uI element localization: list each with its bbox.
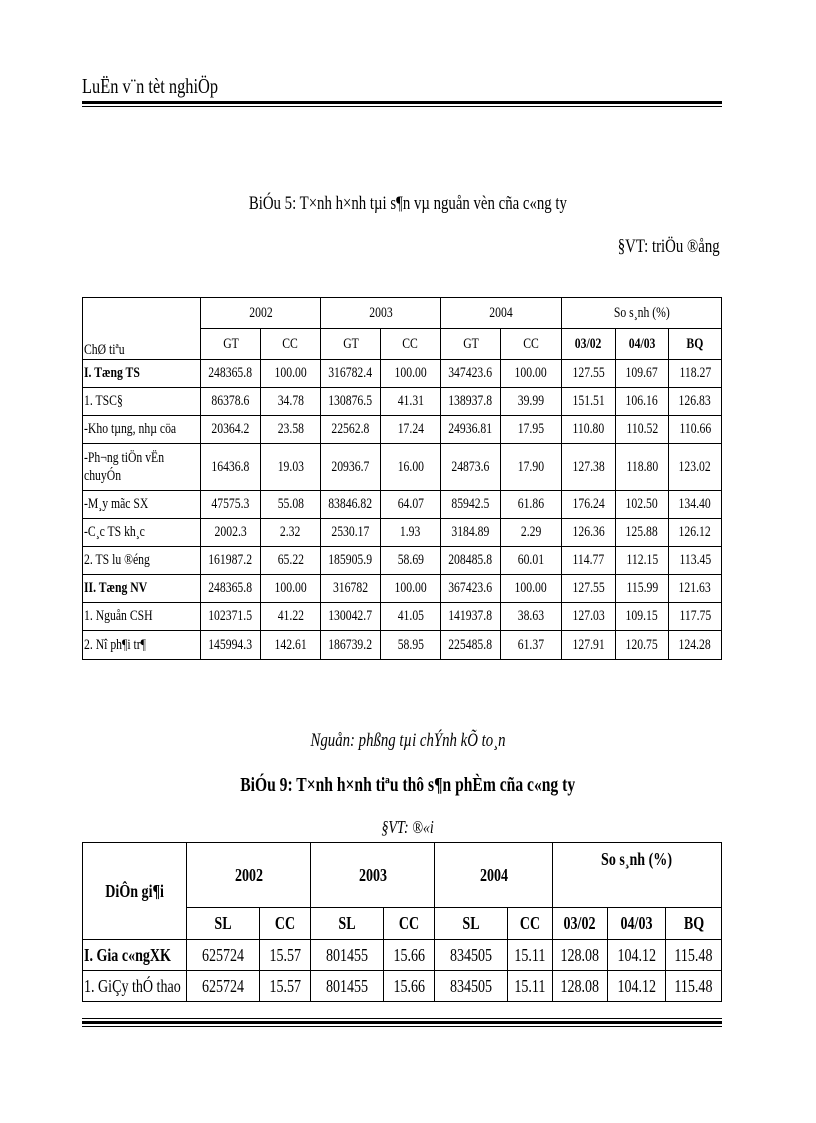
value-cell: 86378.6: [201, 388, 261, 416]
value-cell: 130876.5: [321, 388, 381, 416]
value-cell: 100.00: [501, 575, 562, 603]
table2-subheader-cell: CC: [260, 908, 311, 940]
table-row: [83, 547, 722, 575]
table2-year-2002: 2002: [187, 843, 311, 908]
value-cell: 151.51: [562, 388, 616, 416]
value-cell: 17.24: [381, 416, 441, 444]
value-cell: 138937.8: [441, 388, 501, 416]
value-cell: 100.00: [261, 360, 321, 388]
table1-subheader-cell: CC: [261, 329, 321, 360]
row-label: 1. GiÇy thÓ thao: [84, 975, 181, 996]
row-label-cell: [83, 360, 201, 388]
value-cell: 58.69: [381, 547, 441, 575]
value-cell: 61.86: [501, 491, 562, 519]
assets-capital-table: [82, 297, 722, 660]
row-label-cell: [83, 631, 201, 660]
row-label-cell: [83, 971, 187, 1002]
table2-subheader-cell: SL: [435, 908, 508, 940]
value-cell: 15.66: [384, 971, 435, 1002]
table2-title: BiÓu 9: T×nh h×nh tiªu thô s¶n phÈm cña c«ng ty: [240, 774, 576, 796]
value-cell: 104.12: [608, 940, 666, 971]
value-cell: 15.66: [384, 940, 435, 971]
value-cell: 121.63: [669, 575, 722, 603]
row-label: 2. Nî ph¶i tr¶: [84, 636, 146, 653]
value-cell: 134.40: [669, 491, 722, 519]
value-cell: 316782.4: [321, 360, 381, 388]
value-cell: 127.91: [562, 631, 616, 660]
row-label: 1. Nguån CSH: [84, 608, 153, 624]
row-label: 1. TSC§: [84, 393, 123, 409]
value-cell: 20364.2: [201, 416, 261, 444]
row-label: -Ph¬ng tiÖn vËn chuyÓn: [84, 450, 165, 484]
value-cell: 61.37: [501, 631, 562, 660]
table-row: [83, 575, 722, 603]
value-cell: 60.01: [501, 547, 562, 575]
value-cell: 34.78: [261, 388, 321, 416]
footer-rule-thin-bottom: [82, 1026, 722, 1027]
value-cell: 109.15: [616, 603, 669, 631]
value-cell: 801455: [311, 940, 384, 971]
value-cell: 118.27: [669, 360, 722, 388]
row-label: I. Gia c«ngXK: [84, 944, 171, 965]
table2-subheader-cell: CC: [508, 908, 553, 940]
row-label: I. Tæng TS: [84, 365, 140, 381]
value-cell: 102371.5: [201, 603, 261, 631]
table1-subheader-cell: CC: [501, 329, 562, 360]
value-cell: 801455: [311, 971, 384, 1002]
value-cell: 109.67: [616, 360, 669, 388]
row-label-cell: [83, 491, 201, 519]
value-cell: 17.95: [501, 416, 562, 444]
source-note: Nguån: phßng tµi chÝnh kÕ to¸n: [310, 730, 506, 751]
table1-subheader-cell: GT: [441, 329, 501, 360]
table-row: [83, 444, 722, 491]
table2-year-2004: 2004: [435, 843, 553, 908]
table1-row-header-label: ChØ tiªu: [84, 342, 125, 358]
value-cell: 367423.6: [441, 575, 501, 603]
value-cell: 126.12: [669, 519, 722, 547]
value-cell: 2.32: [261, 519, 321, 547]
value-cell: 15.11: [508, 971, 553, 1002]
value-cell: 47575.3: [201, 491, 261, 519]
value-cell: 124.28: [669, 631, 722, 660]
table-row: [83, 971, 722, 1002]
value-cell: 65.22: [261, 547, 321, 575]
value-cell: 123.02: [669, 444, 722, 491]
value-cell: 127.03: [562, 603, 616, 631]
table-row: [83, 491, 722, 519]
value-cell: 110.80: [562, 416, 616, 444]
value-cell: 41.22: [261, 603, 321, 631]
value-cell: 176.24: [562, 491, 616, 519]
value-cell: 316782: [321, 575, 381, 603]
value-cell: 17.90: [501, 444, 562, 491]
table1-year-2003: 2003: [321, 298, 441, 329]
value-cell: 117.75: [669, 603, 722, 631]
table1-year-2002: 2002: [201, 298, 321, 329]
row-label-cell: [83, 388, 201, 416]
value-cell: 127.55: [562, 360, 616, 388]
row-label-cell: [83, 416, 201, 444]
value-cell: 834505: [435, 940, 508, 971]
value-cell: 106.16: [616, 388, 669, 416]
value-cell: 110.52: [616, 416, 669, 444]
table2-compare-header: So s¸nh (%): [553, 843, 722, 908]
table2-header-row-years: [83, 843, 722, 908]
value-cell: 102.50: [616, 491, 669, 519]
sales-table: [82, 842, 722, 1002]
value-cell: 112.15: [616, 547, 669, 575]
table1-title: BiÓu 5: T×nh h×nh tµi s¶n vµ nguån vèn cña c«ng ty: [248, 193, 568, 214]
table-row: [83, 388, 722, 416]
table1-unit-note: §VT: triÖu ®ång: [618, 236, 720, 257]
value-cell: 100.00: [261, 575, 321, 603]
table2-row-header-cell: [83, 843, 187, 940]
value-cell: 22562.8: [321, 416, 381, 444]
value-cell: 2530.17: [321, 519, 381, 547]
table-row: [83, 603, 722, 631]
table1-subheader-cell: CC: [381, 329, 441, 360]
row-label: -M¸y mãc SX: [84, 496, 149, 512]
value-cell: 128.08: [553, 940, 608, 971]
value-cell: 2002.3: [201, 519, 261, 547]
value-cell: 104.12: [608, 971, 666, 1002]
value-cell: 126.83: [669, 388, 722, 416]
value-cell: 20936.7: [321, 444, 381, 491]
value-cell: 3184.89: [441, 519, 501, 547]
value-cell: 125.88: [616, 519, 669, 547]
value-cell: 55.08: [261, 491, 321, 519]
value-cell: 126.36: [562, 519, 616, 547]
table-row: [83, 631, 722, 660]
table1-subheader-cell: BQ: [669, 329, 722, 360]
row-label-cell: [83, 444, 201, 491]
table2-year-2003: 2003: [311, 843, 435, 908]
table-row: [83, 940, 722, 971]
row-label-cell: [83, 940, 187, 971]
value-cell: 100.00: [381, 575, 441, 603]
value-cell: 15.57: [260, 971, 311, 1002]
document-header-title: LuËn v¨n tèt nghiÖp: [82, 74, 219, 98]
table1-subheader-cell: 04/03: [616, 329, 669, 360]
table1-subheader-cell: 03/02: [562, 329, 616, 360]
header-rule-thin: [82, 106, 722, 107]
value-cell: 19.03: [261, 444, 321, 491]
table2-subheader-cell: 04/03: [608, 908, 666, 940]
table-row: [83, 360, 722, 388]
table-row: [83, 519, 722, 547]
value-cell: 16.00: [381, 444, 441, 491]
row-label-cell: [83, 519, 201, 547]
table1-subheader-cell: GT: [321, 329, 381, 360]
value-cell: 100.00: [501, 360, 562, 388]
value-cell: 115.48: [666, 940, 722, 971]
row-label-cell: [83, 603, 201, 631]
table2-row-header-label: DiÔn gi¶i: [105, 880, 164, 901]
value-cell: 83846.82: [321, 491, 381, 519]
table1-year-2004: 2004: [441, 298, 562, 329]
value-cell: 186739.2: [321, 631, 381, 660]
table2-unit-note: §VT: ®«i: [381, 817, 435, 837]
value-cell: 113.45: [669, 547, 722, 575]
value-cell: 114.77: [562, 547, 616, 575]
row-label: -Kho tµng, nhµ cöa: [84, 421, 177, 437]
row-label: II. Tæng NV: [84, 580, 148, 596]
row-label-cell: [83, 547, 201, 575]
value-cell: 41.05: [381, 603, 441, 631]
table-row: [83, 416, 722, 444]
value-cell: 127.55: [562, 575, 616, 603]
value-cell: 24936.81: [441, 416, 501, 444]
value-cell: 141937.8: [441, 603, 501, 631]
value-cell: 39.99: [501, 388, 562, 416]
value-cell: 127.38: [562, 444, 616, 491]
value-cell: 41.31: [381, 388, 441, 416]
value-cell: 161987.2: [201, 547, 261, 575]
value-cell: 110.66: [669, 416, 722, 444]
value-cell: 625724: [187, 940, 260, 971]
value-cell: 145994.3: [201, 631, 261, 660]
value-cell: 208485.8: [441, 547, 501, 575]
value-cell: 120.75: [616, 631, 669, 660]
value-cell: 100.00: [381, 360, 441, 388]
row-label: -C¸c TS kh¸c: [84, 524, 145, 540]
value-cell: 38.63: [501, 603, 562, 631]
value-cell: 15.11: [508, 940, 553, 971]
value-cell: 834505: [435, 971, 508, 1002]
table1-subheader-cell: GT: [201, 329, 261, 360]
value-cell: 115.99: [616, 575, 669, 603]
value-cell: 1.93: [381, 519, 441, 547]
value-cell: 15.57: [260, 940, 311, 971]
value-cell: 2.29: [501, 519, 562, 547]
value-cell: 248365.8: [201, 360, 261, 388]
value-cell: 128.08: [553, 971, 608, 1002]
value-cell: 625724: [187, 971, 260, 1002]
header-rule-thick: [82, 101, 722, 104]
table1-header-row-years: [83, 298, 722, 329]
value-cell: 64.07: [381, 491, 441, 519]
footer-rule-thin-top: [82, 1018, 722, 1019]
value-cell: 24873.6: [441, 444, 501, 491]
table2-subheader-cell: SL: [187, 908, 260, 940]
value-cell: 225485.8: [441, 631, 501, 660]
table2-subheader-cell: CC: [384, 908, 435, 940]
value-cell: 248365.8: [201, 575, 261, 603]
table2-subheader-cell: BQ: [666, 908, 722, 940]
value-cell: 16436.8: [201, 444, 261, 491]
footer-rule-thick: [82, 1021, 722, 1024]
row-label: 2. TS lu ®éng: [84, 552, 150, 568]
value-cell: 58.95: [381, 631, 441, 660]
value-cell: 347423.6: [441, 360, 501, 388]
value-cell: 130042.7: [321, 603, 381, 631]
value-cell: 142.61: [261, 631, 321, 660]
value-cell: 115.48: [666, 971, 722, 1002]
table1-row-header-cell: [83, 298, 201, 360]
value-cell: 185905.9: [321, 547, 381, 575]
value-cell: 118.80: [616, 444, 669, 491]
value-cell: 85942.5: [441, 491, 501, 519]
value-cell: 23.58: [261, 416, 321, 444]
table2-subheader-cell: 03/02: [553, 908, 608, 940]
table1-compare-header: So s¸nh (%): [562, 298, 722, 329]
table2-subheader-cell: SL: [311, 908, 384, 940]
row-label-cell: [83, 575, 201, 603]
